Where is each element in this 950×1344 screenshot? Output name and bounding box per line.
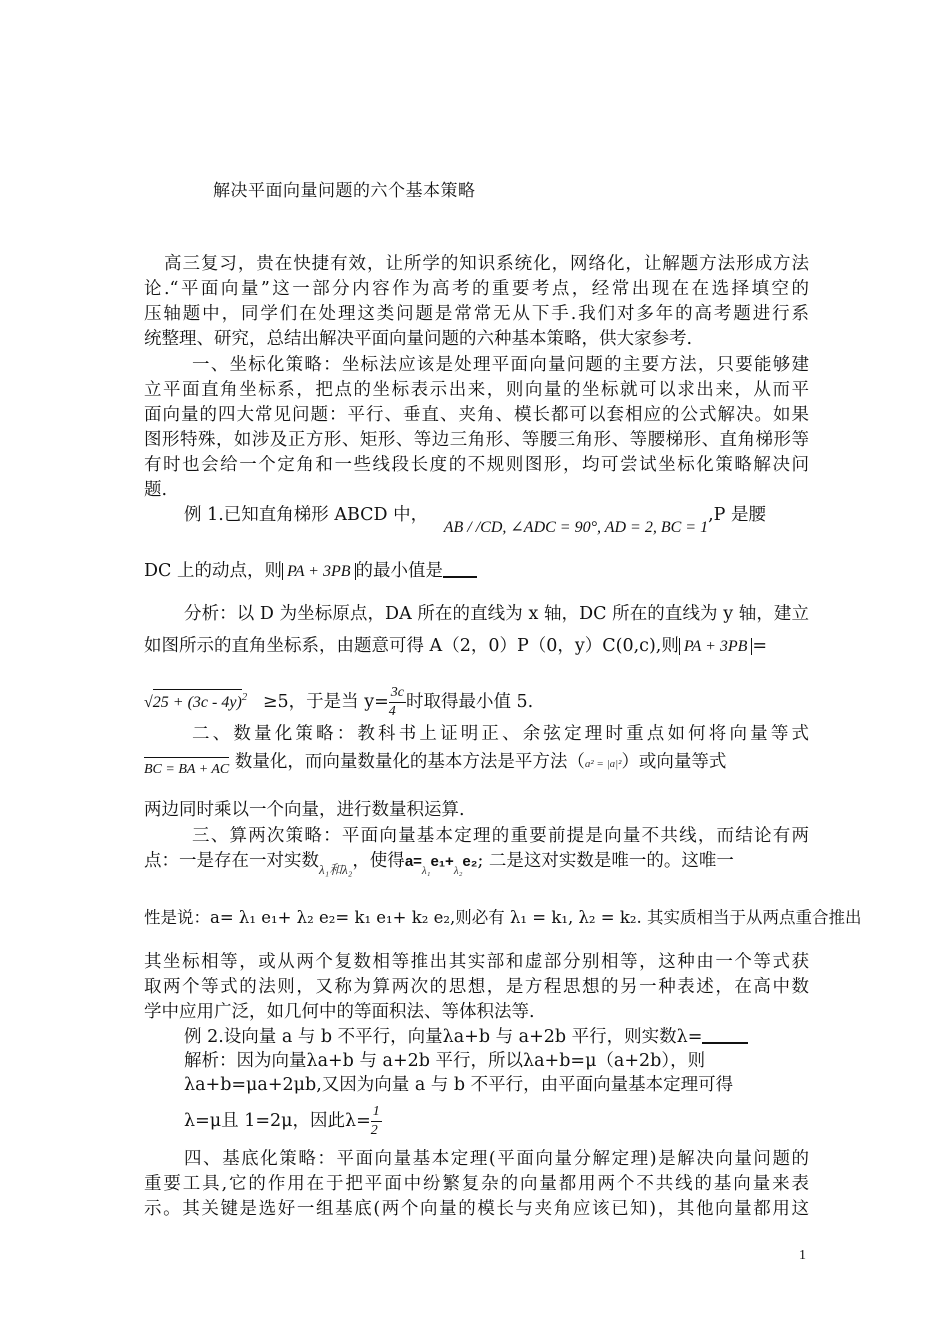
s2-line-2 [144, 750, 809, 776]
analysis-1-line-3 [144, 684, 809, 721]
s1-line-3: 面向量的四大常见问题：平行、垂直、夹角、模长都可以套相应的公式解决。如果 [144, 405, 809, 425]
intro-line-4: 统整理、研究，总结出解决平面向量问题的六种基本策略，供大家参考. [144, 329, 693, 349]
vector-a-eq: a= [404, 853, 422, 870]
e2: e₂ [462, 853, 478, 870]
example-1-text-b: 的最小值是 [355, 561, 444, 581]
sqrt-expression: 25 + (3c - 4y) [153, 689, 242, 715]
analysis-1-end: 时取得最小值 5. [405, 692, 534, 712]
fraction-denominator: 4 [388, 704, 396, 719]
vector-equation: BC = BA + AC [144, 757, 229, 782]
s1-line-2: 立平面直角坐标系，把点的坐标表示出来，则向量的坐标就可以求出来，从而平 [144, 380, 809, 400]
fraction-numerator: 1 [371, 1103, 382, 1122]
lambda-1: λ₁ [421, 865, 431, 877]
s2-line-1: 二、数量化策略：教科书上证明正、余弦定理时重点如何将向量等式 [192, 724, 809, 744]
sqrt-exponent: 2 [241, 691, 248, 704]
example-1-suffix: ,P 是腰 [708, 505, 766, 525]
fraction-denominator: 2 [370, 1123, 378, 1138]
fraction-one-half [371, 1103, 382, 1140]
s4-line-1: 四、基底化策略：平面向量基本定理(平面向量分解定理)是解决向量问题的 [184, 1149, 809, 1169]
analysis-1-expression: PA + 3PB [679, 638, 753, 655]
s1-line-1: 一、坐标化策略：坐标法应该是处理平面向量问题的主要方法，只要能够建 [192, 355, 809, 375]
example-2-conclusion: λ=μ且 1=2μ，因此λ= [184, 1111, 371, 1131]
s1-line-5: 有时也会给一个定角和一些线段长度的不规则图形，均可尝试坐标化策略解决问 [144, 455, 809, 475]
intro-line-1: 高三复习，贵在快捷有效，让所学的知识系统化，网络化，让解题方法形成方法 [164, 254, 809, 274]
intro-line-2: 论.“平面向量”这一部分内容作为高考的重要考点，经常出现在在选择填空的 [144, 279, 809, 299]
s3-line-1: 三、算两次策略：平面向量基本定理的重要前提是向量不共线，而结论有两 [192, 826, 809, 846]
s3-line-6: 学中应用广泛，如几何中的等面积法、等体积法等. [144, 1002, 535, 1022]
analysis-1-line-2 [144, 634, 809, 659]
document-title: 解决平面向量问题的六个基本策略 [213, 181, 476, 201]
s2-line-2-end: ）或向量等式 [621, 752, 727, 772]
example-2-line-3: λa+b=μa+2μb,又因为向量 a 与 b 不平行，由平面向量基本定理可得 [184, 1075, 734, 1095]
example-2-question: 例 2.设向量 a 与 b 不平行，向量λa+b 与 a+2b 平行，则实数λ= [184, 1027, 703, 1047]
example-2-line-2: 解析：因为向量λa+b 与 a+2b 平行，所以λa+b=μ（a+2b），则 [184, 1051, 706, 1071]
example-1-line-2 [144, 559, 809, 584]
square-method-formula: a² = |a|² [584, 758, 622, 770]
s4-line-2: 重要工具,它的作用在于把平面中纷繁复杂的向量都用两个不共线的基向量来表 [144, 1174, 809, 1194]
answer-blank-2 [702, 1026, 748, 1044]
page-number: 1 [799, 1248, 806, 1263]
analysis-1-line-1: 分析：以 D 为坐标原点，DA 所在的直线为 x 轴，DC 所在的直线为 y 轴，建立 [184, 604, 809, 624]
example-1-prefix: 例 1.已知直角梯形 ABCD 中， [184, 505, 429, 525]
lambda-2: λ₂ [453, 865, 463, 877]
answer-blank [443, 560, 477, 578]
s3-line-3: 性是说：a= λ₁ e₁+ λ₂ e₂= k₁ e₁+ k₂ e₂,则必有 λ₁ = k₁, λ₂ = k₂. 其实质相当于从两点重合推出 [144, 908, 862, 927]
s2-line-2-text: 数量化，而向量数量化的基本方法是平方法（ [234, 752, 585, 772]
s4-line-3: 示。其关键是选好一组基底(两个向量的模长与夹角应该已知)，其他向量都用这 [144, 1199, 809, 1219]
s3-text-a: 点：一是存在一对实数 [144, 851, 319, 871]
equals-sign: = [752, 636, 768, 656]
lambda-pair: λ₁和λ₂ [319, 862, 353, 877]
example-1-expression: PA + 3PB [282, 563, 356, 580]
s2-line-3: 两边同时乘以一个向量，进行数量积运算. [144, 800, 465, 820]
s3-text-b: ，使得 [352, 851, 405, 871]
s3-line-4: 其坐标相等，或从两个复数相等推出其实部和虚部分别相等，这种由一个等式获 [144, 952, 809, 972]
e1-plus: e₁+ [430, 853, 454, 870]
example-2-line-4 [184, 1103, 809, 1140]
fraction-3c-over-4 [389, 684, 406, 721]
s3-text-h: ; 二是这对实数是唯一的。这唯一 [477, 851, 734, 871]
fraction-numerator: 3c [389, 684, 406, 703]
example-2-line-1 [184, 1025, 809, 1049]
s3-line-2 [144, 849, 809, 875]
s1-line-4: 图形特殊，如涉及正方形、矩形、等边三角形、等腰三角形、等腰梯形、直角梯形等 [144, 430, 809, 450]
sqrt-symbol: √ [144, 694, 153, 711]
example-1-line-1 [184, 503, 809, 536]
example-1-text-a: DC 上的动点，则 [144, 561, 282, 581]
s3-line-5: 取两个等式的法则，又称为算两次的思想，是方程思想的另一种表述，在高中数 [144, 977, 809, 997]
s1-line-6: 题. [144, 480, 168, 500]
example-1-condition: AB / /CD, ∠ADC = 90°, AD = 2, BC = 1 [443, 519, 709, 536]
intro-line-3: 压轴题中，同学们在处理这类问题是常常无从下手.我们对多年的高考题进行系 [144, 304, 809, 324]
analysis-1-text: 如图所示的直角坐标系，由题意可得 A（2，0）P（0，y）C(0,c),则 [144, 636, 679, 656]
analysis-1-ge-text: ≥5，于是当 y= [262, 692, 389, 712]
